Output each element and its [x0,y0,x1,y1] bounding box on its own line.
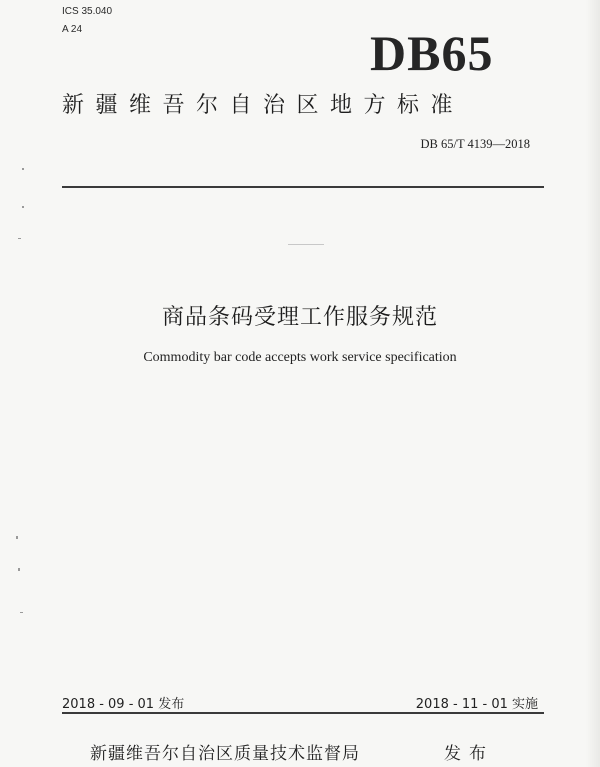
scan-speck [18,238,21,239]
db-logo: DB65 [370,25,494,81]
implement-date: 2018 - 11 - 01 实施 [415,697,538,712]
scan-speck [22,206,24,208]
scan-speck [16,536,18,539]
faint-mark [288,244,324,245]
ics-code: ICS 35.040 [62,6,113,17]
title-chinese: 商品条码受理工作服务规范 [161,305,438,330]
scan-speck [18,568,20,571]
title-english: Commodity bar code accepts work service specification [143,350,457,365]
scan-speck [20,612,23,613]
issue-label: 发布 [444,744,494,764]
standard-type: 新疆维吾尔自治区地方标准 [62,93,465,118]
scan-speck [22,168,24,170]
top-divider [62,186,544,188]
standard-number: DB 65/T 4139—2018 [420,137,530,151]
bottom-divider [62,712,544,714]
issuer-name: 新疆维吾尔自治区质量技术监督局 [90,744,360,764]
category-code: A 24 [62,24,83,35]
publish-date: 2018 - 09 - 01 发布 [62,697,185,712]
scan-edge-shadow [586,0,600,767]
